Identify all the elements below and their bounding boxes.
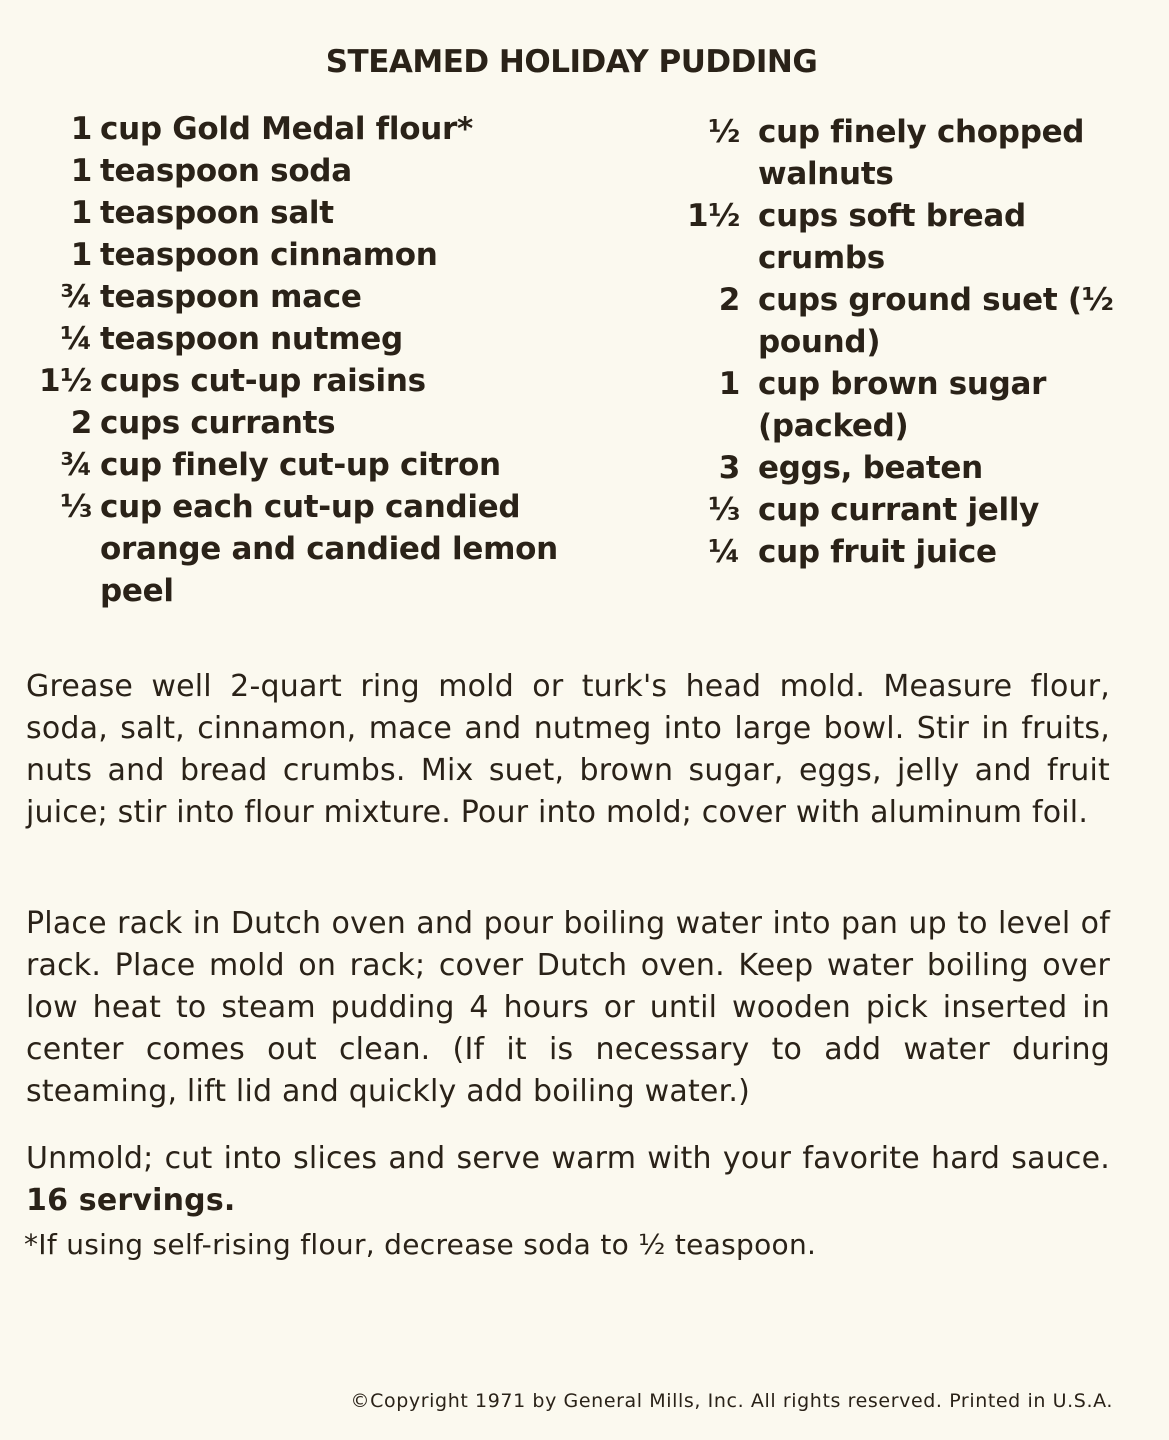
- ingredient-item: [20, 150, 580, 192]
- ingredient-quantity: 1: [70, 111, 92, 147]
- ingredient-item: [680, 531, 1150, 573]
- ingredient-item: [680, 195, 1150, 279]
- ingredient-name: cup finely cut-up citron: [100, 447, 501, 483]
- ingredient-name: cup each cut-up candied orange and candied lemon peel: [100, 489, 558, 609]
- ingredient-list-left: [20, 108, 580, 612]
- ingredient-item: [20, 108, 580, 150]
- ingredient-quantity: ¼: [60, 321, 92, 357]
- servings-yield: 16 servings.: [26, 1183, 236, 1218]
- ingredient-name: cup brown sugar (packed): [758, 366, 1047, 444]
- ingredient-quantity: 2: [70, 405, 92, 441]
- ingredient-name: teaspoon cinnamon: [100, 237, 438, 273]
- ingredient-quantity: ⅓: [60, 489, 92, 525]
- ingredient-item: [680, 489, 1150, 531]
- ingredient-name: teaspoon nutmeg: [100, 321, 403, 357]
- ingredient-quantity: 2: [718, 282, 740, 318]
- ingredient-quantity: 1½: [686, 198, 740, 234]
- copyright-notice: ©Copyright 1971 by General Mills, Inc. All rights reserved. Printed in U.S.A.: [350, 1390, 1113, 1412]
- directions-paragraph-2: Place rack in Dutch oven and pour boiling water into pan up to level of rack. Place mold on rack; cover Dutch oven. Keep water boiling over low heat to steam pudding 4 hours or until wooden pick inserted in center comes out clean. (If it is necessary to add water during steaming, lift lid and quickly add boiling water.): [26, 906, 1110, 1109]
- ingredient-name: cups ground suet (½ pound): [758, 282, 1114, 360]
- ingredient-quantity: 1½: [38, 363, 92, 399]
- ingredient-name: cups currants: [100, 405, 336, 441]
- ingredient-item: [20, 444, 580, 486]
- directions-paragraph-1: Grease well 2-quart ring mold or turk's head mold. Measure flour, soda, salt, cinnamon, mace and nutmeg into large bowl. Stir in fruits, nuts and bread crumbs. Mix suet, brown sugar, eggs, jelly and fruit juice; stir into flour mixture. Pour into mold; cover with aluminum foil.: [26, 669, 1110, 830]
- ingredient-item: [20, 234, 580, 276]
- ingredient-item: [20, 192, 580, 234]
- ingredient-name: teaspoon salt: [100, 195, 334, 231]
- ingredient-item: [680, 363, 1150, 447]
- ingredient-quantity: ¾: [60, 447, 92, 483]
- ingredient-list-right: [680, 111, 1150, 573]
- ingredient-quantity: ½: [708, 114, 740, 150]
- ingredient-item: [20, 360, 580, 402]
- ingredient-quantity: 1: [718, 366, 740, 402]
- ingredient-quantity: 3: [718, 450, 740, 486]
- ingredient-name: teaspoon mace: [100, 279, 362, 315]
- ingredient-name: cups soft bread crumbs: [758, 198, 1026, 276]
- serving-instructions: Unmold; cut into slices and serve warm with your favorite hard sauce.: [26, 1141, 1110, 1176]
- ingredient-quantity: 1: [70, 237, 92, 273]
- ingredient-name: eggs, beaten: [758, 450, 983, 486]
- ingredient-item: [680, 447, 1150, 489]
- ingredient-name: cups cut-up raisins: [100, 363, 426, 399]
- ingredient-item: [20, 276, 580, 318]
- ingredient-name: cup Gold Medal flour*: [100, 111, 473, 147]
- ingredient-name: teaspoon soda: [100, 153, 352, 189]
- recipe-title: STEAMED HOLIDAY PUDDING: [325, 44, 818, 80]
- ingredient-quantity: ¼: [708, 534, 740, 570]
- ingredient-item: [680, 111, 1150, 195]
- ingredient-quantity: 1: [70, 195, 92, 231]
- ingredient-item: [20, 402, 580, 444]
- flour-footnote: *If using self-rising flour, decrease soda to ½ teaspoon.: [24, 1228, 817, 1261]
- ingredient-name: cup currant jelly: [758, 492, 1040, 528]
- ingredient-item: [20, 486, 580, 612]
- ingredient-name: cup finely chopped walnuts: [758, 114, 1085, 192]
- ingredient-item: [20, 318, 580, 360]
- ingredient-quantity: ¾: [60, 279, 92, 315]
- directions-paragraph-3: [26, 1138, 1110, 1222]
- ingredient-quantity: ⅓: [708, 492, 740, 528]
- ingredient-item: [680, 279, 1150, 363]
- ingredient-quantity: 1: [70, 153, 92, 189]
- ingredient-name: cup fruit juice: [758, 534, 997, 570]
